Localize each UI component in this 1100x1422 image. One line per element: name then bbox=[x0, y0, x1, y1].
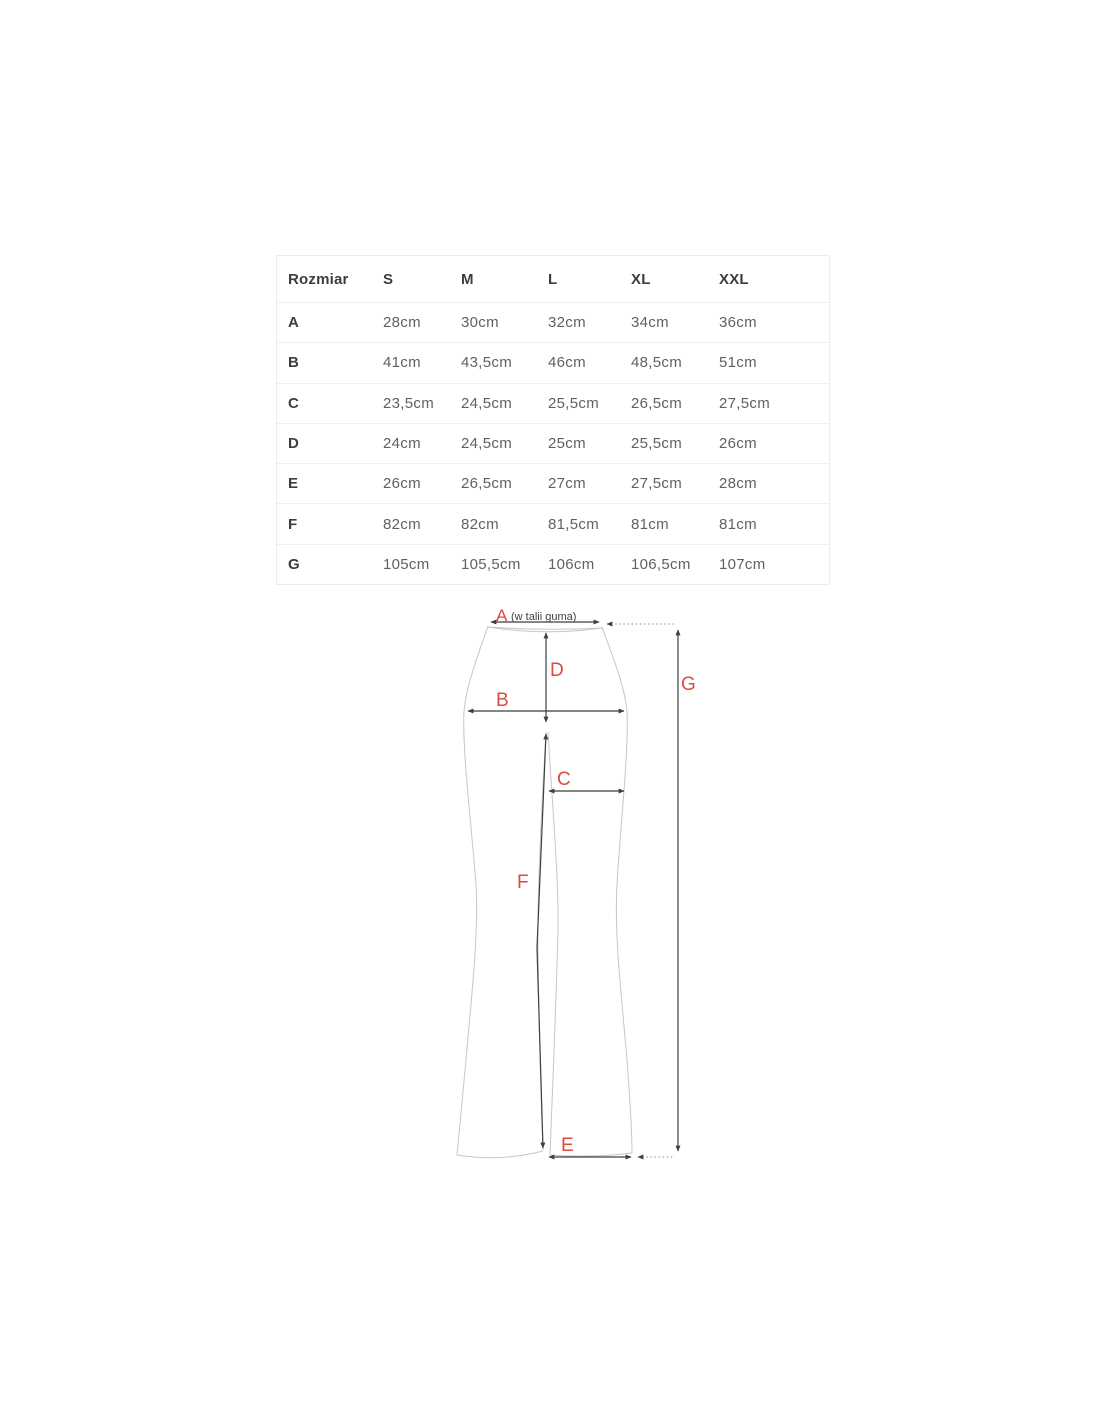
measurement-cell: 43,5cm bbox=[461, 354, 512, 372]
measurement-cell: 27cm bbox=[548, 475, 586, 493]
measurement-cell: 105,5cm bbox=[461, 555, 521, 573]
header-cell-s: S bbox=[383, 270, 394, 288]
measurement-cell: 81cm bbox=[631, 515, 669, 533]
measurement-cell: 82cm bbox=[383, 515, 421, 533]
measure-label-g: G bbox=[681, 674, 696, 695]
row-label: B bbox=[288, 354, 300, 372]
measurement-cell: 26,5cm bbox=[461, 475, 512, 493]
measurement-cell: 26cm bbox=[719, 435, 757, 453]
measurement-cell: 81,5cm bbox=[548, 515, 599, 533]
header-cell-xl: XL bbox=[631, 270, 651, 288]
measurement-cell: 28cm bbox=[383, 314, 421, 332]
measurement-cell: 28cm bbox=[719, 475, 757, 493]
measurement-cell: 25,5cm bbox=[548, 394, 599, 412]
header-cell-l: L bbox=[548, 270, 558, 288]
row-label: G bbox=[288, 555, 300, 573]
header-cell-m: M bbox=[461, 270, 474, 288]
measurement-cell: 27,5cm bbox=[719, 394, 770, 412]
measure-label-d: D bbox=[550, 660, 564, 681]
table-row-d bbox=[277, 423, 829, 463]
pants-measurement-diagram bbox=[440, 598, 700, 1173]
row-label: F bbox=[288, 515, 298, 533]
measurement-cell: 24,5cm bbox=[461, 394, 512, 412]
measurement-cell: 24cm bbox=[383, 435, 421, 453]
table-row-e bbox=[277, 463, 829, 503]
header-cell-xxl: XXL bbox=[719, 270, 749, 288]
table-row-f bbox=[277, 503, 829, 543]
measurement-cell: 27,5cm bbox=[631, 475, 682, 493]
measurement-cell: 105cm bbox=[383, 555, 430, 573]
measure-label-c: C bbox=[557, 769, 571, 790]
measure-label-a: A bbox=[496, 606, 508, 625]
measurement-cell: 26cm bbox=[383, 475, 421, 493]
measurement-cell: 81cm bbox=[719, 515, 757, 533]
table-header-row bbox=[277, 256, 829, 302]
table-row-g bbox=[277, 544, 829, 584]
table-row-a bbox=[277, 302, 829, 342]
measurement-cell: 106cm bbox=[548, 555, 595, 573]
measurement-cell: 82cm bbox=[461, 515, 499, 533]
measure-label-b: B bbox=[496, 690, 509, 711]
measure-label-f: F bbox=[517, 872, 529, 893]
measurement-cell: 36cm bbox=[719, 314, 757, 332]
measurement-cell: 32cm bbox=[548, 314, 586, 332]
measurement-cell: 106,5cm bbox=[631, 555, 691, 573]
row-label: E bbox=[288, 475, 299, 493]
measurement-cell: 34cm bbox=[631, 314, 669, 332]
measurement-cell: 41cm bbox=[383, 354, 421, 372]
measurement-cell: 23,5cm bbox=[383, 394, 434, 412]
measurement-cell: 24,5cm bbox=[461, 435, 512, 453]
row-label: D bbox=[288, 435, 300, 453]
table-row-c bbox=[277, 383, 829, 423]
measurement-cell: 25cm bbox=[548, 435, 586, 453]
size-table bbox=[276, 255, 830, 585]
header-cell-rozmiar: Rozmiar bbox=[288, 270, 349, 288]
row-label: C bbox=[288, 394, 300, 412]
measurement-cell: 48,5cm bbox=[631, 354, 682, 372]
measurement-cell: 46cm bbox=[548, 354, 586, 372]
measurement-cell: 30cm bbox=[461, 314, 499, 332]
measurement-cell: 107cm bbox=[719, 555, 766, 573]
waist-elastic-note: (w talii guma) bbox=[511, 611, 577, 623]
pants-outline bbox=[457, 626, 632, 1158]
measurement-cell: 25,5cm bbox=[631, 435, 682, 453]
measure-label-e: E bbox=[561, 1135, 574, 1156]
table-row-b bbox=[277, 342, 829, 382]
measurement-cell: 51cm bbox=[719, 354, 757, 372]
measurement-cell: 26,5cm bbox=[631, 394, 682, 412]
row-label: A bbox=[288, 314, 300, 332]
